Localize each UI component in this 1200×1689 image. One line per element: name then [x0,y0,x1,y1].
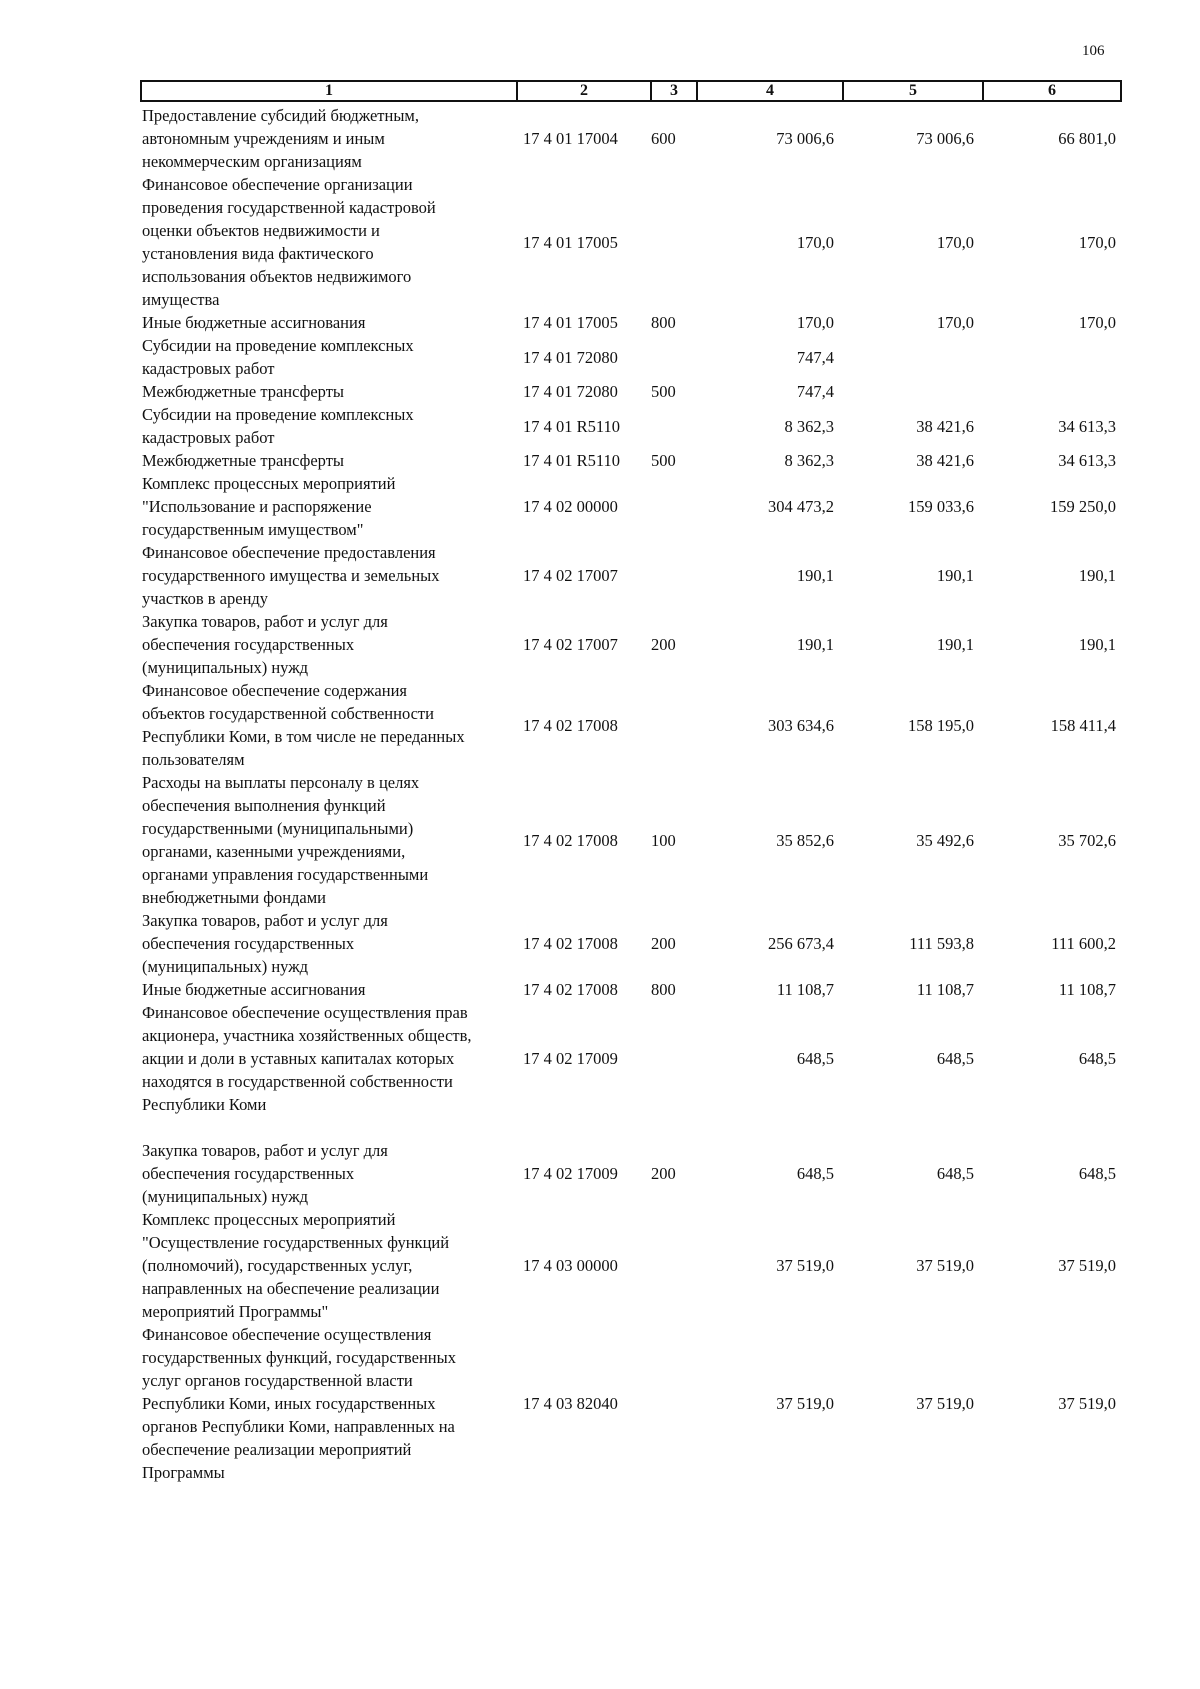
row-value-5: 648,5 [936,1164,974,1183]
table-row [0,541,1200,610]
row-name-line: государственным имуществом" [142,520,364,539]
row-name-line: органами управления государственными [142,865,429,884]
row-name [142,1139,512,1208]
row-value-6: 37 519,0 [1058,1256,1116,1275]
row-value-6: 648,5 [1078,1049,1116,1068]
row-code: 17 4 02 17007 [523,566,618,585]
row-name-line: Финансовое обеспечение осуществления прав [142,1003,468,1022]
row-name [142,403,512,449]
row-name-line: (муниципальных) нужд [142,658,309,677]
row-name-line: Республики Коми, иных государственных [142,1394,436,1413]
row-value-5: 73 006,6 [916,129,974,148]
row-code: 17 4 01 72080 [523,382,618,401]
row-name-line: установления вида фактического [142,244,374,263]
row-code: 17 4 02 17008 [523,831,618,850]
row-name-line: "Использование и распоряжение [142,497,372,516]
row-code: 17 4 01 17004 [523,129,618,148]
row-name-line: (муниципальных) нужд [142,1187,309,1206]
row-value-5: 170,0 [936,313,974,332]
row-name-line: обеспечения выполнения функций [142,796,386,815]
row-code: 17 4 02 17008 [523,934,618,953]
row-name-line: пользователям [142,750,245,769]
table-row [0,1323,1200,1484]
row-name-line: Закупка товаров, работ и услуг для [142,612,388,631]
row-name-line: объектов государственной собственности [142,704,434,723]
row-name [142,334,512,380]
row-code: 17 4 03 00000 [523,1256,618,1275]
row-name-line: Субсидии на проведение комплексных [142,405,414,424]
row-code: 17 4 01 72080 [523,348,618,367]
row-name-line: Закупка товаров, работ и услуг для [142,1141,388,1160]
row-name-line: Комплекс процессных мероприятий [142,474,396,493]
row-name-line: участков в аренду [142,589,269,608]
table-body [0,104,1200,1484]
table-row [0,403,1200,449]
row-name-line: органов Республики Коми, направленных на [142,1417,455,1436]
row-value-6: 158 411,4 [1050,716,1116,735]
row-name-line: акционера, участника хозяйственных обществ, [142,1026,472,1045]
table-header [140,80,1122,102]
row-value-4: 8 362,3 [784,451,834,470]
row-expense-type: 200 [651,635,676,654]
row-name-line: внебюджетными фондами [142,888,327,907]
table-row [0,909,1200,978]
table-row [0,1001,1200,1139]
row-name-line: акции и доли в уставных капиталах которых [142,1049,455,1068]
row-name-line: Иные бюджетные ассигнования [142,980,366,999]
row-name-line: Финансовое обеспечение предоставления [142,543,436,562]
row-expense-type: 200 [651,934,676,953]
row-value-6: 37 519,0 [1058,1394,1116,1413]
row-value-4: 747,4 [796,348,834,367]
table-row [0,449,1200,472]
row-name-line: Комплекс процессных мероприятий [142,1210,396,1229]
row-value-4: 256 673,4 [768,934,834,953]
row-value-4: 11 108,7 [776,980,834,999]
row-value-5: 159 033,6 [908,497,974,516]
row-value-6: 170,0 [1078,313,1116,332]
row-value-6: 159 250,0 [1050,497,1116,516]
row-code: 17 4 02 00000 [523,497,618,516]
row-code: 17 4 02 17009 [523,1164,618,1183]
row-name-line: мероприятий Программы" [142,1302,329,1321]
row-name-line: использования объектов недвижимого [142,267,412,286]
row-expense-type: 600 [651,129,676,148]
row-value-5: 190,1 [936,635,974,654]
row-value-6: 35 702,6 [1058,831,1116,850]
table-row [0,1139,1200,1208]
row-name [142,679,512,771]
row-name-line: направленных на обеспечение реализации [142,1279,440,1298]
column-header-2: 2 [516,82,650,100]
row-name-line: оценки объектов недвижимости и [142,221,380,240]
row-name-line: услуг органов государственной власти [142,1371,413,1390]
row-value-4: 37 519,0 [776,1394,834,1413]
column-header-6: 6 [982,82,1120,100]
row-value-5: 38 421,6 [916,417,974,436]
row-value-5: 648,5 [936,1049,974,1068]
row-code: 17 4 02 17008 [523,716,618,735]
table-row [0,1208,1200,1323]
row-name-line: Программы [142,1463,225,1482]
row-name [142,909,512,978]
row-name [142,311,512,334]
table-row [0,104,1200,173]
row-name-line: Межбюджетные трансферты [142,451,345,470]
row-name [142,380,512,403]
row-value-6: 648,5 [1078,1164,1116,1183]
row-value-4: 37 519,0 [776,1256,834,1275]
table-row [0,610,1200,679]
row-name-line: проведения государственной кадастровой [142,198,436,217]
row-code: 17 4 01 17005 [523,233,618,252]
row-name-line: Субсидии на проведение комплексных [142,336,414,355]
row-name-line: государственными (муниципальными) [142,819,414,838]
row-name-line: обеспечения государственных [142,934,355,953]
table-row [0,472,1200,541]
row-value-5: 35 492,6 [916,831,974,850]
row-name-line: Иные бюджетные ассигнования [142,313,366,332]
row-value-4: 648,5 [796,1164,834,1183]
row-code: 17 4 01 17005 [523,313,618,332]
table-row [0,334,1200,380]
row-name-line: государственного имущества и земельных [142,566,440,585]
row-expense-type: 100 [651,831,676,850]
row-value-6: 190,1 [1078,635,1116,654]
row-name-line: Предоставление субсидий бюджетным, [142,106,419,125]
row-value-6: 190,1 [1078,566,1116,585]
row-name [142,472,512,541]
row-value-4: 170,0 [796,313,834,332]
row-name-line: Финансовое обеспечение содержания [142,681,407,700]
row-value-4: 304 473,2 [768,497,834,516]
row-code: 17 4 03 82040 [523,1394,618,1413]
table-row [0,978,1200,1001]
row-name [142,771,512,909]
table-row [0,380,1200,403]
row-value-5: 37 519,0 [916,1394,974,1413]
row-name [142,173,512,311]
row-expense-type: 500 [651,382,676,401]
column-header-1: 1 [325,82,333,99]
row-name-line: Республики Коми, в том числе не переданных [142,727,465,746]
row-value-4: 303 634,6 [768,716,834,735]
row-code: 17 4 02 17007 [523,635,618,654]
row-expense-type: 800 [651,313,676,332]
row-name [142,449,512,472]
row-value-4: 648,5 [796,1049,834,1068]
row-name-line: "Осуществление государственных функций [142,1233,450,1252]
row-value-4: 73 006,6 [776,129,834,148]
row-value-5: 190,1 [936,566,974,585]
row-code: 17 4 02 17009 [523,1049,618,1068]
row-expense-type: 500 [651,451,676,470]
row-name [142,978,512,1001]
row-value-4: 190,1 [796,566,834,585]
row-name-line: Закупка товаров, работ и услуг для [142,911,388,930]
table-row [0,173,1200,311]
row-value-4: 190,1 [796,635,834,654]
row-name-line: Финансовое обеспечение организации [142,175,413,194]
row-expense-type: 800 [651,980,676,999]
row-code: 17 4 02 17008 [523,980,618,999]
row-name-line: Расходы на выплаты персоналу в целях [142,773,420,792]
column-header-4: 4 [696,82,842,100]
row-value-6: 34 613,3 [1058,451,1116,470]
row-name [142,104,512,173]
row-value-6: 11 108,7 [1058,980,1116,999]
row-name [142,610,512,679]
row-value-5: 158 195,0 [908,716,974,735]
page-number: 106 [1082,43,1105,59]
row-code: 17 4 01 R5110 [523,417,621,436]
row-code: 17 4 01 R5110 [523,451,621,470]
row-name-line: обеспечение реализации мероприятий [142,1440,412,1459]
row-value-5: 11 108,7 [916,980,974,999]
row-name-line: автономным учреждениям и иным [142,129,385,148]
row-name-line: (полномочий), государственных услуг, [142,1256,413,1275]
row-value-6: 111 600,2 [1051,934,1116,953]
row-name-line: Республики Коми [142,1095,267,1114]
row-value-6: 170,0 [1078,233,1116,252]
row-name-line: обеспечения государственных [142,1164,355,1183]
column-header-3: 3 [650,82,696,100]
row-name-line: кадастровых работ [142,359,275,378]
row-name-line: Межбюджетные трансферты [142,382,345,401]
row-name-line: (муниципальных) нужд [142,957,309,976]
table-row [0,311,1200,334]
row-value-6: 66 801,0 [1058,129,1116,148]
row-name-line: обеспечения государственных [142,635,355,654]
row-expense-type: 200 [651,1164,676,1183]
row-name [142,1323,512,1484]
row-name-line: органами, казенными учреждениями, [142,842,406,861]
row-value-5: 170,0 [936,233,974,252]
column-header-5: 5 [842,82,982,100]
row-name [142,541,512,610]
table-row [0,771,1200,909]
row-name-line: имущества [142,290,220,309]
row-value-4: 8 362,3 [784,417,834,436]
row-value-4: 35 852,6 [776,831,834,850]
row-value-5: 38 421,6 [916,451,974,470]
row-name-line: находятся в государственной собственности [142,1072,453,1091]
row-name-line: государственных функций, государственных [142,1348,456,1367]
row-name-line: Финансовое обеспечение осуществления [142,1325,432,1344]
row-value-6: 34 613,3 [1058,417,1116,436]
row-value-5: 111 593,8 [909,934,974,953]
table-row [0,679,1200,771]
row-name [142,1001,512,1116]
row-value-5: 37 519,0 [916,1256,974,1275]
row-name [142,1208,512,1323]
row-value-4: 170,0 [796,233,834,252]
row-name-line: некоммерческим организациям [142,152,362,171]
row-name-line: кадастровых работ [142,428,275,447]
row-value-4: 747,4 [796,382,834,401]
